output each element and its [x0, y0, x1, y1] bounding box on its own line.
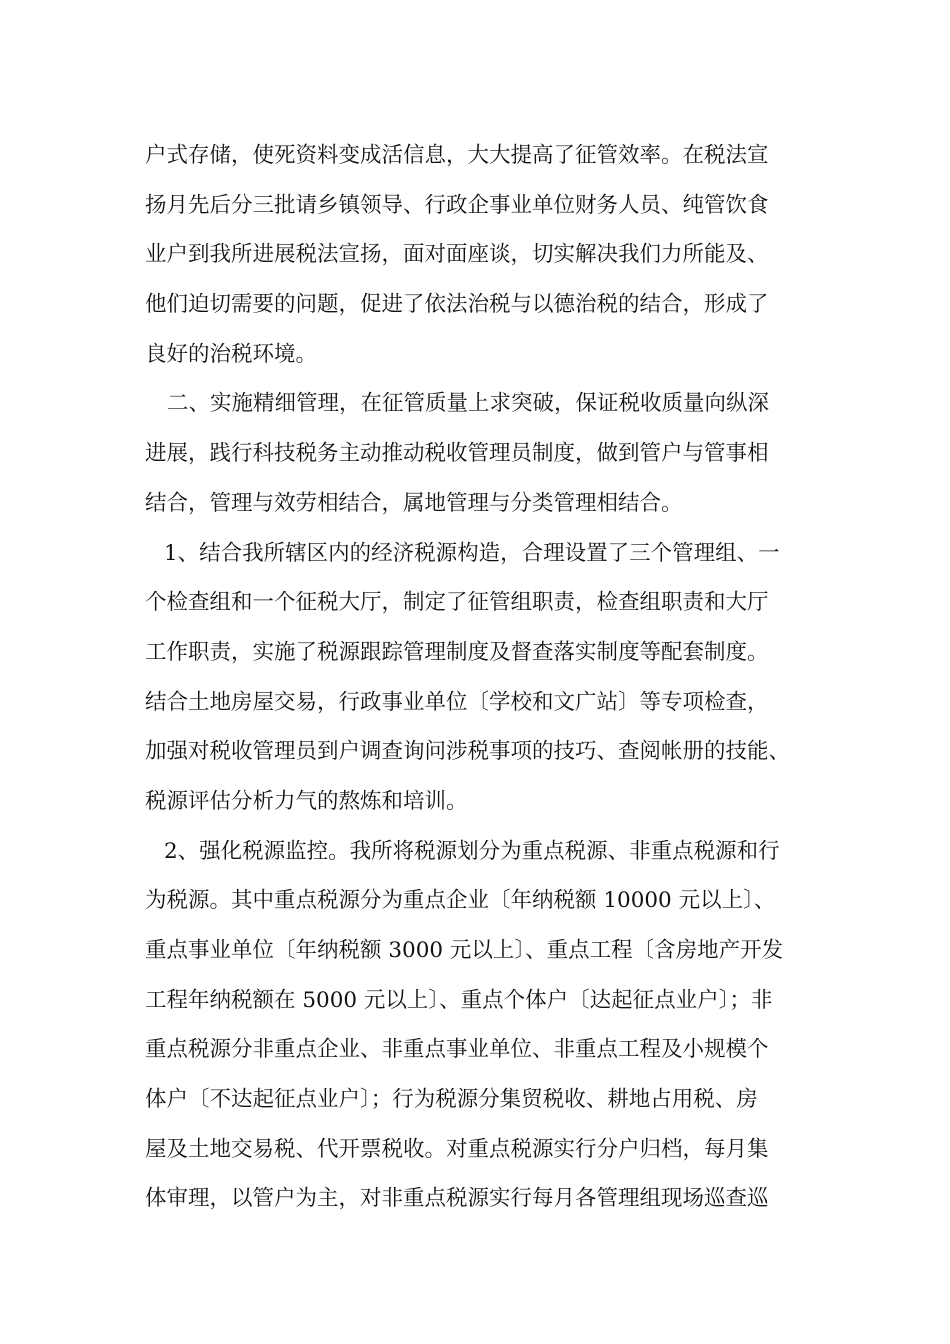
- body-text: [145, 131, 835, 1224]
- text-line: 加强对税收管理员到户调查询问涉税事项的技巧、查阅帐册的技能、: [145, 739, 791, 765]
- text-line: 结合，管理与效劳相结合，属地管理与分类管理相结合。: [145, 490, 683, 516]
- text-line: 良好的治税环境。: [145, 341, 318, 367]
- text-line: 为税源。其中重点税源分为重点企业〔年纳税额 10000 元以上〕、: [145, 888, 776, 914]
- numbered-item-1: 1、结合我所辖区内的经济税源构造，合理设置了三个管理组、一: [164, 540, 780, 566]
- text-line: 结合土地房屋交易，行政事业单位〔学校和文广站〕等专项检查，: [145, 689, 769, 715]
- paragraph-heading-2: 二、实施精细管理，在征管质量上求突破，保证税收质量向纵深: [167, 391, 770, 417]
- text-line: 他们迫切需要的问题，促进了依法治税与以德治税的结合，形成了: [145, 292, 769, 318]
- text-line: 税源评估分析力气的熬炼和培训。: [145, 788, 468, 814]
- text-line: 户式存储，使死资料变成活信息，大大提高了征管效率。在税法宣: [145, 143, 769, 168]
- text-line: 工程年纳税额在 5000 元以上〕、重点个体户〔达起征点业户〕；非: [145, 987, 773, 1013]
- text-line: 业户到我所进展税法宣扬，面对面座谈，切实解决我们力所能及、: [145, 242, 769, 268]
- text-line: 重点事业单位〔年纳税额 3000 元以上〕、重点工程〔含房地产开发: [145, 938, 784, 963]
- text-line: 体户〔不达起征点业户〕；行为税源分集贸税收、耕地占用税、房: [145, 1087, 758, 1113]
- text-line: 扬月先后分三批请乡镇领导、行政企事业单位财务人员、纯管饮食: [145, 192, 769, 218]
- text-line: 进展，践行科技税务主动推动税收管理员制度，做到管户与管事相: [145, 441, 769, 467]
- numbered-item-2: 2、强化税源监控。我所将税源划分为重点税源、非重点税源和行: [164, 838, 780, 864]
- text-line: 个检查组和一个征税大厅，制定了征管组职责，检查组职责和大厅: [145, 590, 769, 616]
- text-line: 屋及土地交易税、代开票税收。对重点税源实行分户归档，每月集: [145, 1136, 769, 1162]
- text-line: 工作职责，实施了税源跟踪管理制度及督查落实制度等配套制度。: [145, 639, 769, 665]
- text-line: 重点税源分非重点企业、非重点事业单位、非重点工程及小规模个: [145, 1037, 769, 1063]
- text-line: 体审理，以管户为主，对非重点税源实行每月各管理组现场巡查巡: [145, 1186, 769, 1212]
